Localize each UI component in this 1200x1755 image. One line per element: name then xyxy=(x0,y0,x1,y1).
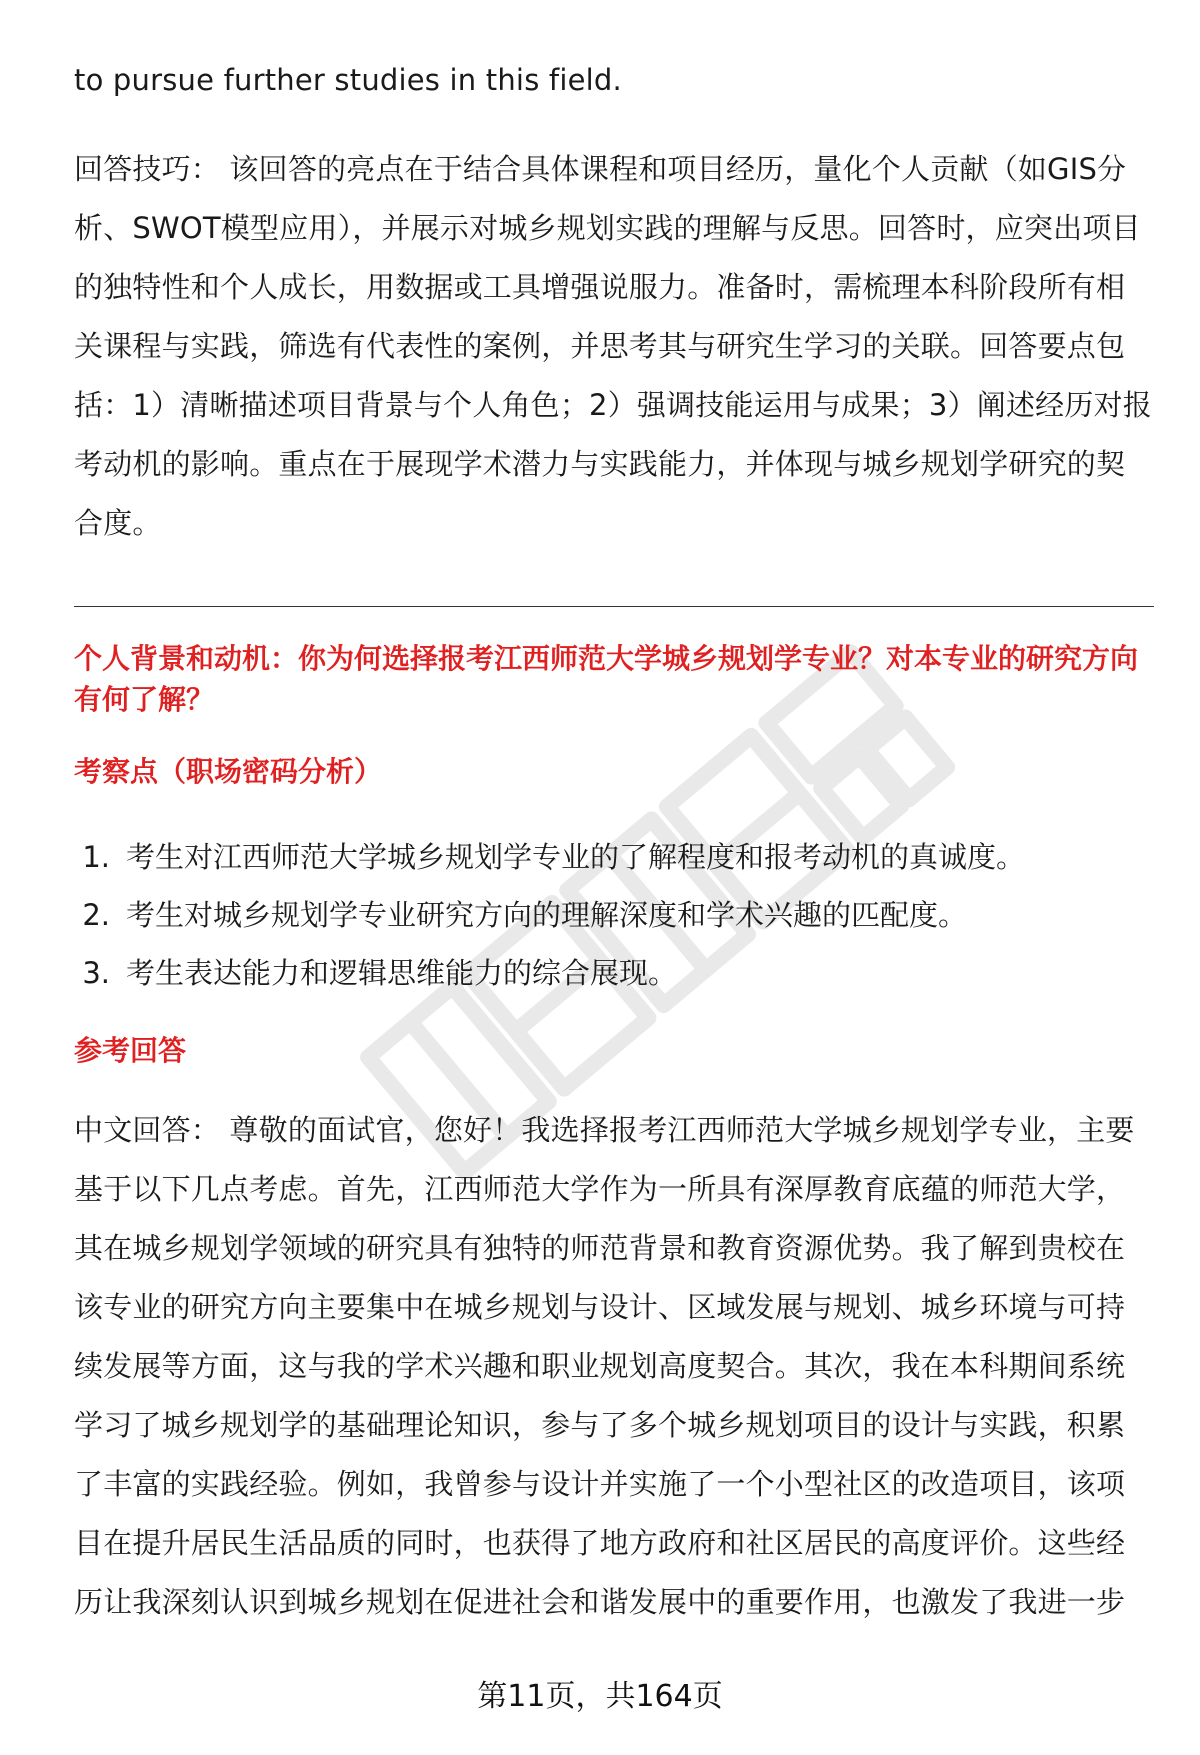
section-divider xyxy=(74,606,1154,607)
list-item xyxy=(74,828,1154,886)
focus-heading: 考察点（职场密码分析） xyxy=(74,755,383,788)
reference-answer-paragraph: 中文回答： 尊敬的面试官，您好！我选择报考江西师范大学城乡规划学专业，主要基于以下几点考虑。首先，江西师范大学作为一所具有深厚教育底蕴的师范大学，其在城乡规划学领域的研究具有独特的师范背景和教育资源优势。我了解到贵校在该专业的研究方向主要集中在城乡规划与设计、区域发展与规划、城乡环境与可持续发展等方面，这与我的学术兴趣和职业规划高度契合。其次，我在本科期间系统学习了城乡规划学的基础理论知识，参与了多个城乡规划项目的设计与实践，积累了丰富的实践经验。例如，我曾参与设计并实施了一个小型社区的改造项目，该项目在提升居民生活品质的同时，也获得了地方政府和社区居民的高度评价。这些经历让我深刻认识到城乡规划在促进社会和谐发展中的重要作用，也激发了我进一步 xyxy=(74,1113,1135,1619)
list-text: 考生对城乡规划学专业研究方向的理解深度和学术兴趣的匹配度。 xyxy=(126,898,968,932)
list-number: 2. xyxy=(82,898,110,932)
answer-tips-paragraph: 回答技巧： 该回答的亮点在于结合具体课程和项目经历，量化个人贡献（如GIS分析、SWOT模型应用），并展示对城乡规划实践的理解与反思。回答时，应突出项目的独特性和个人成长，用数据或工具增强说服力。准备时，需梳理本科阶段所有相关课程与实践，筛选有代表性的案例，并思考其与研究生学习的关联。回答要点包括：1）清晰描述项目背景与个人角色；2）强调技能运用与成果；3）阐述经历对报考动机的影响。重点在于展现学术潜力与实践能力，并体现与城乡规划学研究的契合度。 xyxy=(74,152,1152,540)
reference-answer-heading: 参考回答 xyxy=(74,1034,187,1067)
list-item xyxy=(74,886,1154,944)
continuation-paragraph: to pursue further studies in this field. xyxy=(74,63,622,97)
list-text: 考生表达能力和逻辑思维能力的综合展现。 xyxy=(126,956,678,990)
page-number-footer: 第11页，共164页 xyxy=(477,1679,723,1714)
list-item xyxy=(74,944,1154,1002)
focus-list xyxy=(74,828,1154,1002)
list-text: 考生对江西师范大学城乡规划学专业的了解程度和报考动机的真诚度。 xyxy=(126,840,1026,874)
list-number: 1. xyxy=(82,840,110,874)
question-heading: 个人背景和动机：你为何选择报考江西师范大学城乡规划学专业？对本专业的研究方向有何了解？ xyxy=(74,642,1139,716)
list-number: 3. xyxy=(82,956,110,990)
